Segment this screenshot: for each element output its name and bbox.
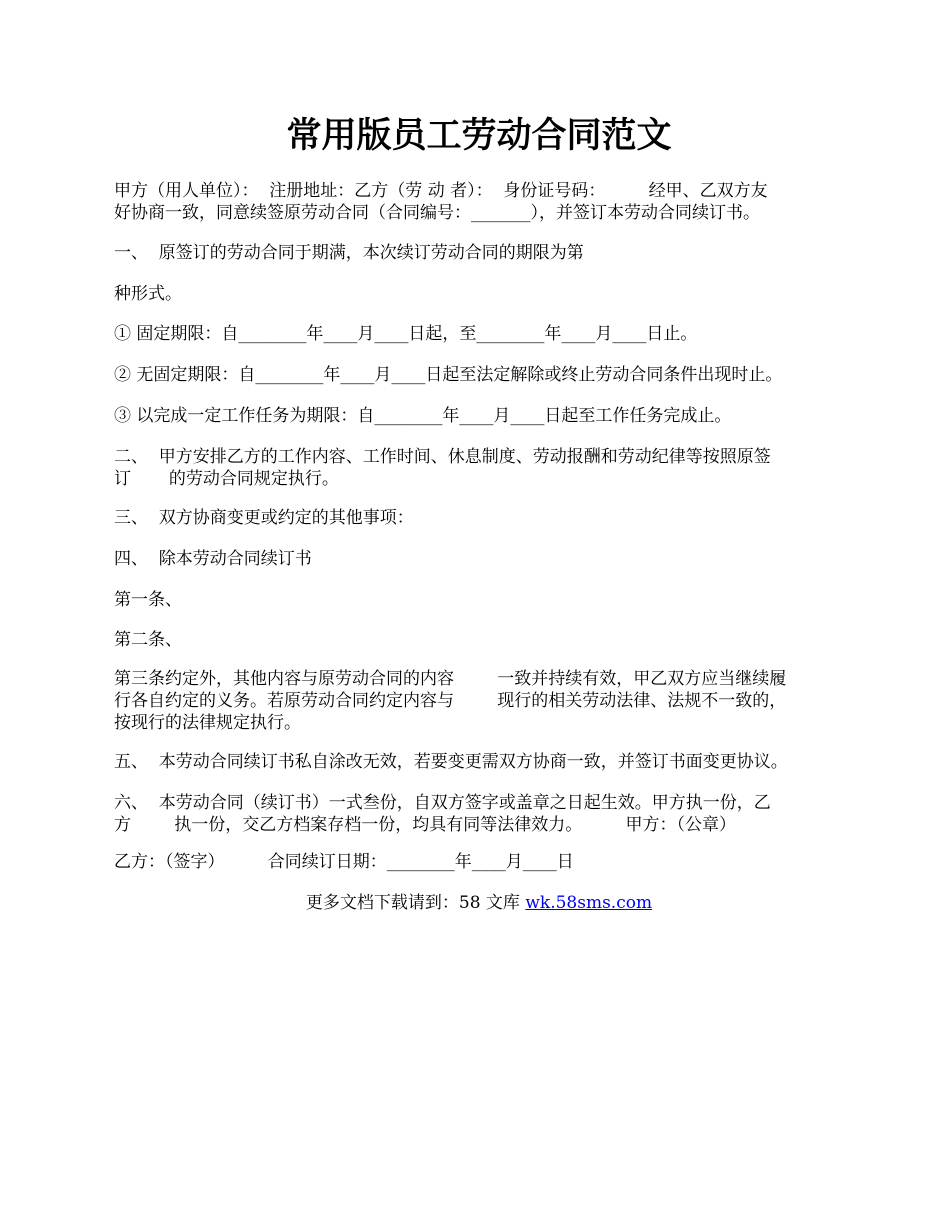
text-line: 第一条、 xyxy=(114,590,182,610)
paragraph-parties xyxy=(114,180,844,224)
page-title: 常用版员工劳动合同范文 xyxy=(286,115,672,156)
paragraph-clause-6 xyxy=(114,792,844,836)
text-line: ② 无固定期限：自________年____月____日起至法定解除或终止劳动合同条件出现时止。 xyxy=(114,365,783,385)
text-line: 乙方：（签字） 合同续订日期：________年____月____日 xyxy=(114,852,574,872)
text-line: ① 固定期限：自________年____月____日起，至________年____月____日止。 xyxy=(114,324,698,344)
paragraph-task-term xyxy=(114,405,844,427)
footer-link[interactable]: wk.58sms.com xyxy=(525,893,653,913)
text-line: 按现行的法律规定执行。 xyxy=(114,713,301,733)
paragraph-clause-1 xyxy=(114,242,844,264)
paragraph-open-term xyxy=(114,364,844,386)
paragraph-article-1 xyxy=(114,589,844,611)
paragraph-clause-4 xyxy=(114,548,844,570)
paragraph-fixed-term xyxy=(114,323,844,345)
text-line: 二、 甲方安排乙方的工作内容、工作时间、休息制度、劳动报酬和劳动纪律等按照原签 xyxy=(114,447,771,467)
paragraph-article-3 xyxy=(114,668,844,734)
paragraph-signatures xyxy=(114,851,844,873)
text-line: 种形式。 xyxy=(114,284,182,304)
footer-text: 更多文档下载请到：58 文库 xyxy=(305,893,526,913)
text-line: 第二条、 xyxy=(114,630,182,650)
paragraph-clause-2 xyxy=(114,446,844,490)
text-line: 甲方（用人单位）： 注册地址：乙方（劳 动 者）： 身份证号码： 经甲、乙双方友 xyxy=(114,181,768,201)
text-line: 六、 本劳动合同（续订书）一式叁份，自双方签字或盖章之日起生效。甲方执一份，乙 xyxy=(114,793,771,813)
paragraph-clause-5 xyxy=(114,751,844,773)
text-line: 四、 除本劳动合同续订书 xyxy=(114,549,312,569)
text-line: 第三条约定外，其他内容与原劳动合同的内容 一致并持续有效，甲乙双方应当继续履 xyxy=(114,669,787,689)
paragraph-forms xyxy=(114,283,844,305)
paragraph-article-2 xyxy=(114,629,844,651)
text-line: 三、 双方协商变更或约定的其他事项： xyxy=(114,508,414,528)
text-line: 五、 本劳动合同续订书私自涂改无效，若要变更需双方协商一致，并签订书面变更协议。 xyxy=(114,752,788,772)
text-line: 方 执一份，交乙方档案存档一份，均具有同等法律效力。 甲方：（公章） xyxy=(114,815,736,835)
text-line: 订 的劳动合同规定执行。 xyxy=(114,469,339,489)
text-line: 行各自约定的义务。若原劳动合同约定内容与 现行的相关劳动法律、法规不一致的， xyxy=(114,691,787,711)
text-line: ③ 以完成一定工作任务为期限：自________年____月____日起至工作任务完成止。 xyxy=(114,406,732,426)
download-footer xyxy=(114,892,844,914)
text-line: 好协商一致，同意续签原劳动合同（合同编号：_______），并签订本劳动合同续订书。 xyxy=(114,203,760,223)
text-line: 一、 原签订的劳动合同于期满，本次续订劳动合同的期限为第 xyxy=(114,243,584,263)
paragraph-clause-3 xyxy=(114,507,844,529)
